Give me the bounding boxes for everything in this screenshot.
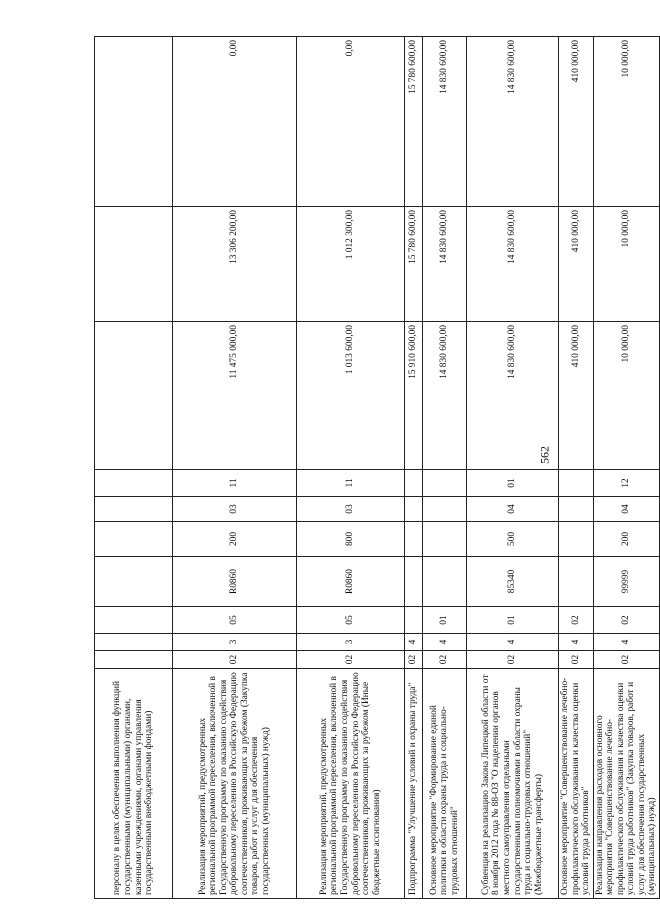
amount-cell: 14 830 600,00 xyxy=(423,207,467,322)
code-cell: 02 xyxy=(173,651,297,669)
table-row xyxy=(405,37,423,899)
row-name-cell: персоналу в целях обеспечения выполнения функций государственными (муниципальными) органами, казенными учреждениями, органами управления государственными внебюджетными фондами) xyxy=(95,669,173,899)
code-cell: 02 xyxy=(467,651,559,669)
code-cell: 05 xyxy=(173,607,297,634)
code-cell: 01 xyxy=(467,607,559,634)
code-cell xyxy=(559,557,594,607)
code-cell: 01 xyxy=(467,470,559,497)
code-cell: 11 xyxy=(297,470,405,497)
table-row xyxy=(95,37,173,899)
row-name-cell: Основное мероприятие "Формирование единой политики в области охраны труда и социально-трудовых отношений" xyxy=(423,669,467,899)
amount-cell: 0,00 xyxy=(173,37,297,207)
amount-cell: 14 830 600,00 xyxy=(467,37,559,207)
code-cell: 3 xyxy=(173,634,297,651)
code-cell xyxy=(423,470,467,497)
code-cell xyxy=(95,470,173,497)
code-cell: 02 xyxy=(423,651,467,669)
code-cell xyxy=(95,651,173,669)
code-cell: 03 xyxy=(297,497,405,522)
code-cell: 02 xyxy=(593,651,659,669)
code-cell: 04 xyxy=(467,497,559,522)
code-cell xyxy=(405,470,423,497)
code-cell xyxy=(95,497,173,522)
amount-cell: 14 830 600,00 xyxy=(467,207,559,322)
code-cell xyxy=(95,522,173,557)
code-cell xyxy=(405,497,423,522)
code-cell: R0860 xyxy=(173,557,297,607)
code-cell: 85340 xyxy=(467,557,559,607)
code-cell: 11 xyxy=(173,470,297,497)
code-cell: 800 xyxy=(297,522,405,557)
code-cell xyxy=(95,607,173,634)
code-cell xyxy=(423,522,467,557)
amount-cell: 15 780 600,00 xyxy=(405,207,423,322)
code-cell: 01 xyxy=(423,607,467,634)
code-cell xyxy=(95,557,173,607)
row-name-cell: Основное мероприятие "Совершенствование лечебно-профилактического обслуживания и качества оценки условий труда работников" xyxy=(559,669,594,899)
table-row xyxy=(559,37,594,899)
code-cell: 05 xyxy=(297,607,405,634)
code-cell: 02 xyxy=(297,651,405,669)
amount-cell: 14 830 600,00 xyxy=(423,37,467,207)
amount-cell: 10 000,00 xyxy=(593,322,659,470)
code-cell xyxy=(423,557,467,607)
amount-cell: 15 910 600,00 xyxy=(405,322,423,470)
code-cell: 03 xyxy=(173,497,297,522)
code-cell: 4 xyxy=(559,634,594,651)
code-cell xyxy=(559,522,594,557)
table-row xyxy=(423,37,467,899)
code-cell xyxy=(559,497,594,522)
code-cell xyxy=(405,522,423,557)
row-name-cell: Субвенция на реализацию Закона Липецкой области от 8 ноября 2012 года № 88-ОЗ "О наделении органов местного самоуправления отдельными государственными полномочиями в области охраны труда и социально-трудовых отношений" (Межбюджетные трансферты) xyxy=(467,669,559,899)
amount-cell xyxy=(95,322,173,470)
rotated-table-container xyxy=(94,37,658,899)
page-number: 562 xyxy=(537,446,552,464)
amount-cell: 10 000,00 xyxy=(593,37,659,207)
code-cell: 200 xyxy=(173,522,297,557)
code-cell: 02 xyxy=(559,651,594,669)
code-cell: 4 xyxy=(593,634,659,651)
code-cell: 200 xyxy=(593,522,659,557)
code-cell: R0860 xyxy=(297,557,405,607)
amount-cell xyxy=(95,37,173,207)
amount-cell: 410 000,00 xyxy=(559,322,594,470)
table-row xyxy=(467,37,559,899)
amount-cell: 0,00 xyxy=(297,37,405,207)
code-cell: 4 xyxy=(423,634,467,651)
row-name-cell: Реализация мероприятий, предусмотренных региональной программой переселения, включенной в Государственную программу по оказанию содействия добровольному переселению в Российскую Федерацию соотечественников, проживающих за рубежом (Закупка товаров, работ и услуг для обеспечения государственных (муниципальных) нужд) xyxy=(173,669,297,899)
table-row xyxy=(297,37,405,899)
code-cell: 02 xyxy=(559,607,594,634)
amount-cell: 11 475 000,00 xyxy=(173,322,297,470)
amount-cell: 10 000,00 xyxy=(593,207,659,322)
table-row xyxy=(173,37,297,899)
amount-cell: 13 306 200,00 xyxy=(173,207,297,322)
amount-cell: 1 012 300,00 xyxy=(297,207,405,322)
amount-cell: 410 000,00 xyxy=(559,37,594,207)
code-cell xyxy=(405,607,423,634)
row-name-cell: Реализация направления расходов основного мероприятия "Совершенствование лечебно-профилактического обслуживания и качества оценки условий труда работников" (Закупка товаров, работ и услуг для обеспечения государственных (муниципальных) нужд) xyxy=(593,669,659,899)
budget-table xyxy=(94,36,660,899)
code-cell xyxy=(405,557,423,607)
code-cell: 99999 xyxy=(593,557,659,607)
amount-cell: 410 000,00 xyxy=(559,207,594,322)
code-cell: 04 xyxy=(593,497,659,522)
code-cell: 02 xyxy=(405,651,423,669)
row-name-cell: Реализация мероприятий, предусмотренных региональной программой переселения, включенной в Государственную программу по оказанию содействия добровольному переселению в Российскую Федерацию соотечественников, проживающих за рубежом (Иные бюджетные ассигнования) xyxy=(297,669,405,899)
document-page xyxy=(94,37,658,899)
code-cell: 12 xyxy=(593,470,659,497)
code-cell: 02 xyxy=(593,607,659,634)
code-cell: 4 xyxy=(405,634,423,651)
amount-cell xyxy=(95,207,173,322)
code-cell xyxy=(95,634,173,651)
table-row xyxy=(593,37,659,899)
row-name-cell: Подпрограмма "Улучшение условий и охраны труда" xyxy=(405,669,423,899)
code-cell: 500 xyxy=(467,522,559,557)
code-cell xyxy=(559,470,594,497)
code-cell xyxy=(423,497,467,522)
code-cell: 3 xyxy=(297,634,405,651)
amount-cell: 14 830 600,00 xyxy=(467,322,559,470)
amount-cell: 15 780 600,00 xyxy=(405,37,423,207)
code-cell: 4 xyxy=(467,634,559,651)
amount-cell: 14 830 600,00 xyxy=(423,322,467,470)
amount-cell: 1 013 600,00 xyxy=(297,322,405,470)
